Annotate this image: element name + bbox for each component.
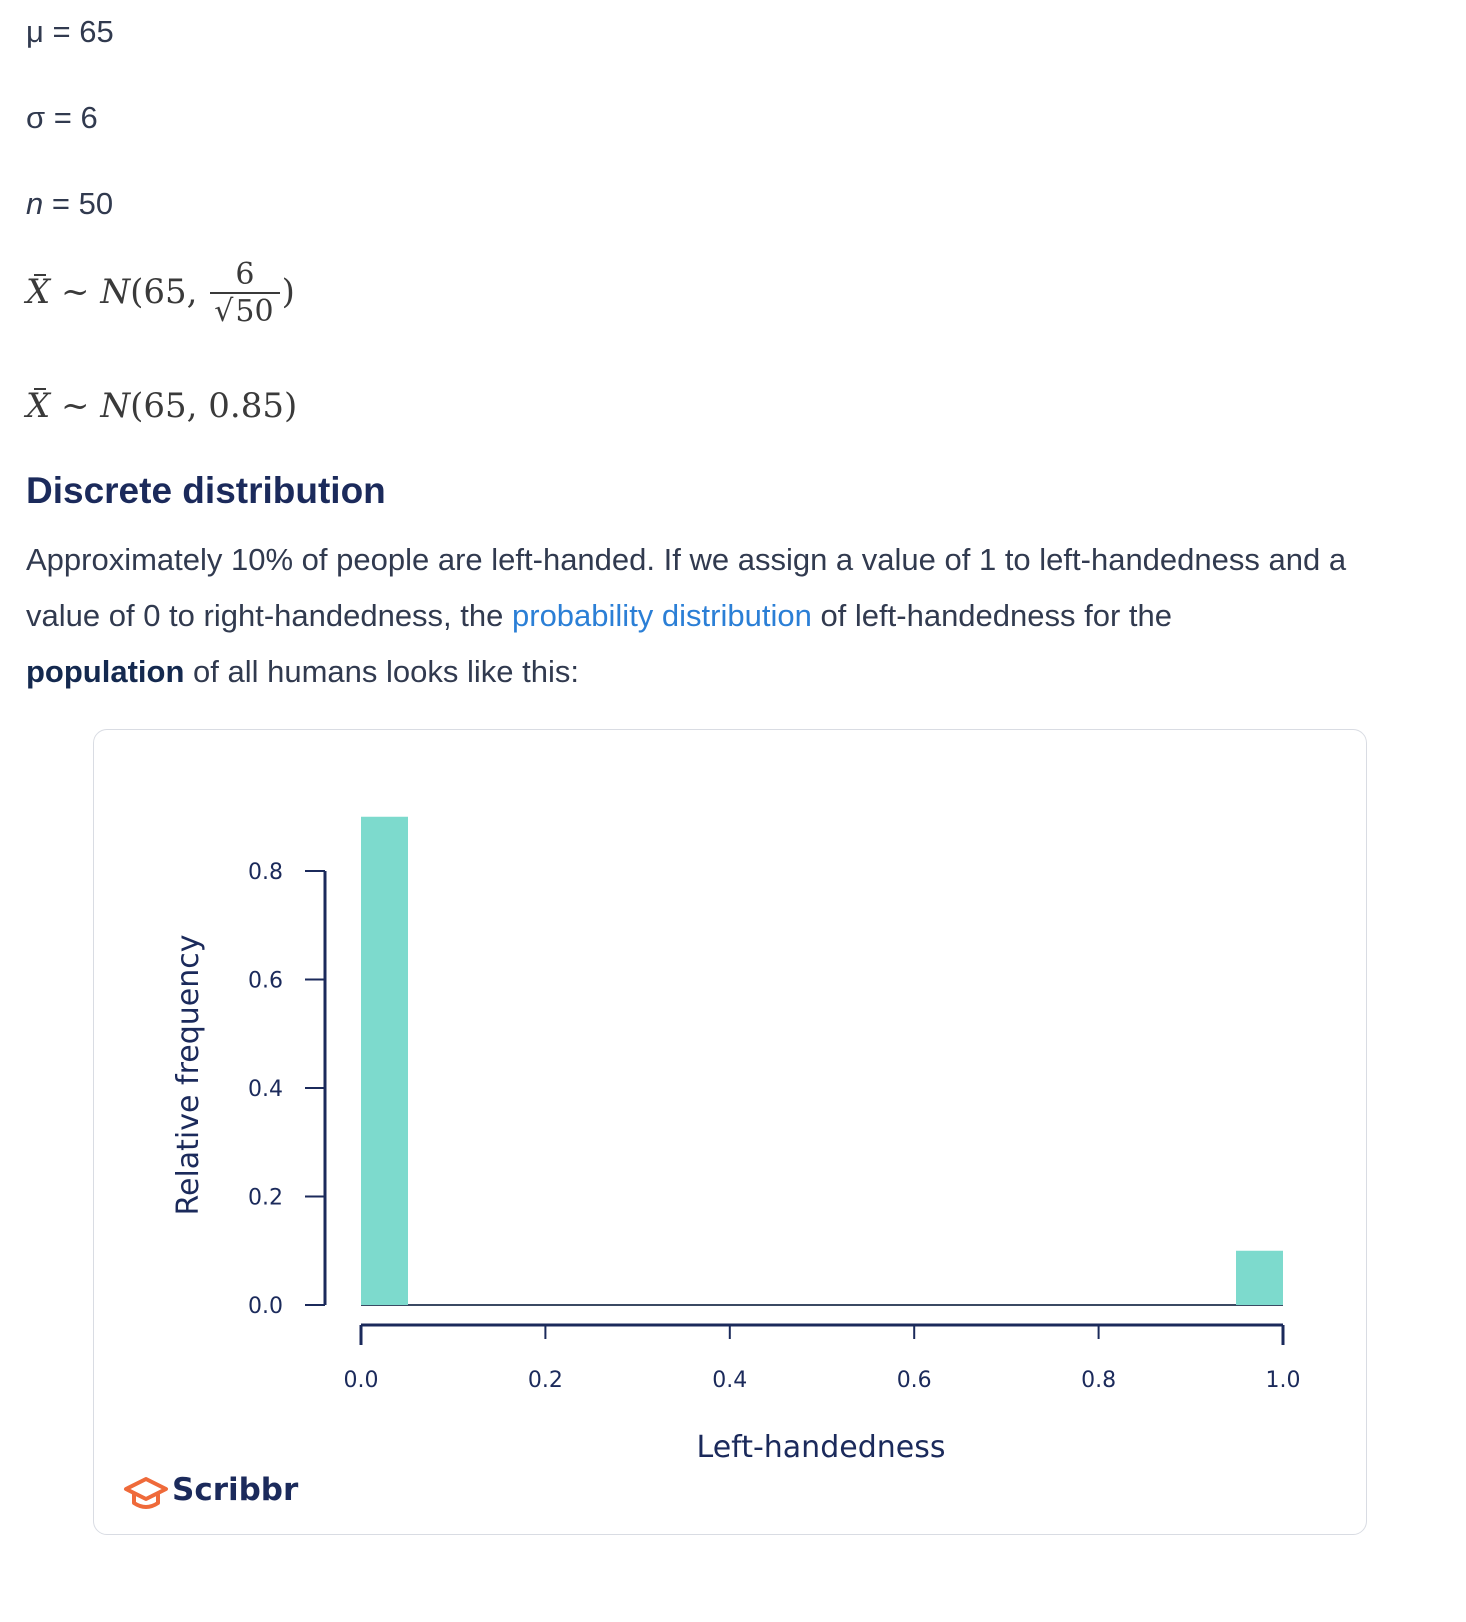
y-tick-label: 0.6 — [248, 968, 283, 994]
tilde-symbol: ~ — [61, 272, 90, 312]
scribbr-logo — [126, 1472, 299, 1508]
paragraph-line-3 — [26, 644, 1466, 700]
y-tick-label: 0.4 — [248, 1077, 283, 1102]
fraction — [210, 258, 279, 330]
mu-symbol: μ — [26, 14, 44, 49]
population-term: population — [26, 654, 185, 689]
mu-value: 65 — [79, 14, 114, 49]
xbar-symbol: X — [26, 386, 51, 426]
y-axis-title: Relative frequency — [171, 934, 206, 1216]
x-axis-title: Left-handedness — [696, 1430, 946, 1465]
x-tick-label: 0.6 — [896, 1368, 932, 1393]
sampling-distribution-formula: X ~ N(65, $\frac{6}{√50}$ ) — [26, 257, 295, 329]
paragraph-line-2 — [26, 588, 1466, 644]
fraction-numerator: 6 — [235, 257, 255, 292]
n-line: n = 50 — [26, 186, 114, 221]
n-symbol: n — [26, 186, 44, 221]
section-heading: Discrete distribution — [26, 470, 386, 511]
x-tick-label: 0.8 — [1081, 1368, 1117, 1393]
sigma-value: 6 — [80, 100, 98, 135]
bar — [1236, 1251, 1283, 1305]
chart-card — [93, 729, 1367, 1535]
fraction-denominator: √50 — [210, 292, 279, 330]
sigma-symbol: σ — [26, 100, 46, 135]
sampling-distribution-result: X ~ N(65, 0.85) — [26, 386, 298, 426]
probability-distribution-link[interactable]: probability distribution — [512, 598, 812, 633]
bars — [361, 817, 1283, 1305]
y-tick-label: 0.2 — [248, 1185, 283, 1211]
normal-symbol: N — [100, 386, 131, 426]
mu-line: μ = 65 — [26, 14, 114, 49]
section-paragraph — [26, 532, 1466, 700]
xbar-symbol: X — [26, 272, 51, 312]
tilde-symbol: ~ — [61, 386, 90, 426]
mean-value: 65 — [143, 386, 187, 426]
paragraph-line-2-post: of left-handedness for the — [811, 598, 1173, 633]
n-value: 50 — [78, 186, 114, 221]
paragraph-line-2-pre: value of 0 to right-handedness, the — [26, 598, 512, 633]
x-tick-label: 1.0 — [1265, 1368, 1301, 1393]
x-tick-label: 0.0 — [343, 1368, 379, 1393]
paragraph-line-3-post: of all humans looks like this: — [184, 654, 579, 689]
chart-svg — [94, 730, 1368, 1536]
y-axis — [248, 860, 325, 1319]
mean-value: 65 — [143, 272, 187, 312]
sigma-line: σ = 6 — [26, 100, 98, 135]
x-tick-label: 0.2 — [527, 1368, 563, 1393]
graduation-cap-icon — [126, 1479, 166, 1507]
paragraph-line-1: Approximately 10% of people are left-handed. If we assign a value of 1 to left-handedness and a — [26, 542, 1347, 577]
y-tick-label: 0.8 — [248, 860, 283, 885]
sd-value: 0.85 — [208, 386, 284, 426]
normal-symbol: N — [100, 272, 131, 312]
y-tick-label: 0.0 — [248, 1294, 283, 1319]
sqrt-argument: 50 — [235, 294, 274, 329]
x-tick-label: 0.4 — [712, 1368, 748, 1393]
bar — [361, 817, 408, 1305]
x-axis — [344, 1325, 1301, 1393]
brand-name: Scribbr — [172, 1472, 299, 1508]
